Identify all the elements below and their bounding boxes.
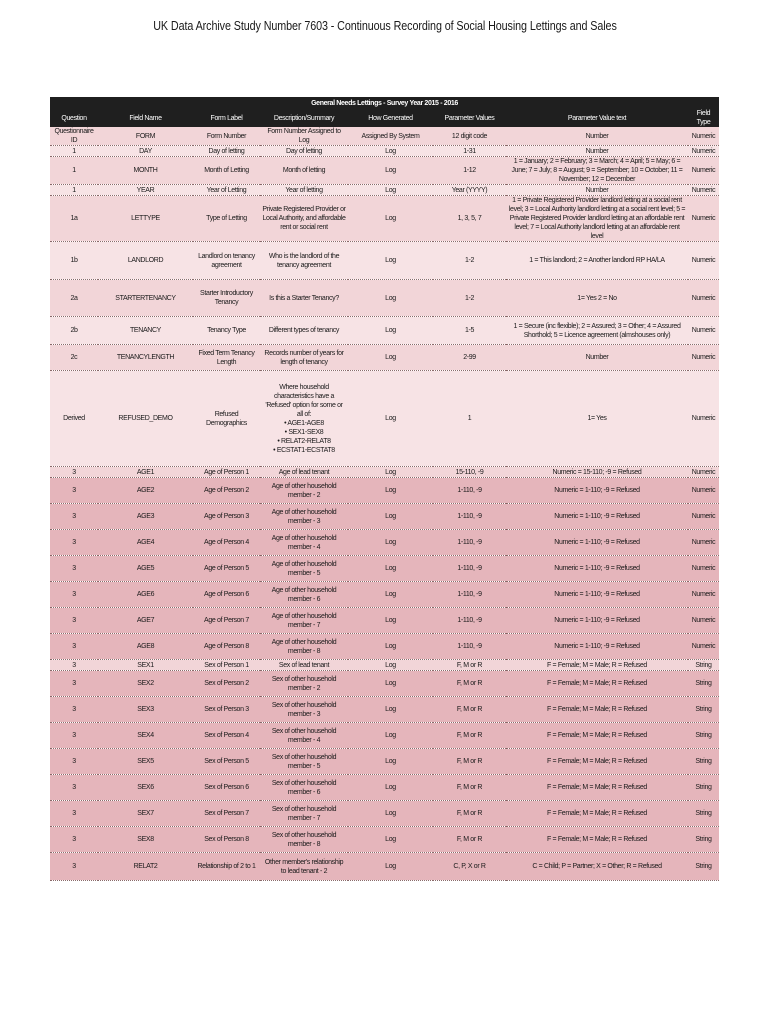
field-name-cell: REFUSED_DEMO	[98, 371, 193, 467]
field-name-cell: AGE1	[98, 467, 193, 478]
parameter-value-text-cell: F = Female; M = Male; R = Refused	[506, 697, 688, 723]
how-generated-cell: Log	[348, 317, 433, 345]
field-type-cell: Numeric	[688, 504, 719, 530]
column-header-parameter-values: Parameter Values	[433, 109, 506, 127]
description-cell: Records number of years for length of tenancy	[260, 345, 348, 371]
how-generated-cell: Log	[348, 634, 433, 660]
parameter-value-text-cell: Numeric = 1-110; -9 = Refused	[506, 504, 688, 530]
description-cell: Sex of other household member - 8	[260, 827, 348, 853]
description-cell: Sex of other household member - 7	[260, 801, 348, 827]
field-name-cell: LETTYPE	[98, 196, 193, 242]
parameter-values-cell: F, M or R	[433, 749, 506, 775]
parameter-value-text-cell: Number	[506, 127, 688, 146]
column-header-field-name: Field Name	[98, 109, 193, 127]
table-row	[50, 371, 719, 467]
field-name-cell: TENANCYLENGTH	[98, 345, 193, 371]
table-row	[50, 196, 719, 242]
description-cell: Age of other household member - 2	[260, 478, 348, 504]
field-type-cell: Numeric	[688, 608, 719, 634]
parameter-value-text-cell: Number	[506, 345, 688, 371]
question-cell: 1a	[50, 196, 98, 242]
parameter-value-text-cell: F = Female; M = Male; R = Refused	[506, 671, 688, 697]
description-cell: Sex of other household member - 3	[260, 697, 348, 723]
how-generated-cell: Log	[348, 242, 433, 280]
table-row	[50, 556, 719, 582]
how-generated-cell: Log	[348, 146, 433, 157]
parameter-value-text-cell: Numeric = 1-110; -9 = Refused	[506, 634, 688, 660]
page-title: UK Data Archive Study Number 7603 - Continuous Recording of Social Housing Lettings and Sales	[153, 19, 617, 33]
parameter-values-cell: 1-2	[433, 280, 506, 317]
parameter-value-text-cell: 1= Yes	[506, 371, 688, 467]
field-name-cell: SEX8	[98, 827, 193, 853]
parameter-value-text-cell: F = Female; M = Male; R = Refused	[506, 749, 688, 775]
description-bullet: • SEX1-SEX8	[284, 428, 324, 436]
how-generated-cell: Log	[348, 801, 433, 827]
question-cell: 1	[50, 146, 98, 157]
column-header-parameter-value-text: Parameter Value text	[506, 109, 688, 127]
question-cell: 3	[50, 467, 98, 478]
table-row	[50, 775, 719, 801]
field-name-cell: AGE6	[98, 582, 193, 608]
field-type-cell: Numeric	[688, 196, 719, 242]
field-type-cell: Numeric	[688, 280, 719, 317]
parameter-values-cell: Year (YYYY)	[433, 185, 506, 196]
table-row	[50, 801, 719, 827]
field-name-cell: SEX7	[98, 801, 193, 827]
table-row	[50, 157, 719, 185]
parameter-values-cell: 2-99	[433, 345, 506, 371]
how-generated-cell: Log	[348, 660, 433, 671]
question-cell: 1	[50, 157, 98, 185]
lettings-table	[50, 97, 719, 881]
field-type-cell: Numeric	[688, 556, 719, 582]
how-generated-cell: Log	[348, 671, 433, 697]
how-generated-cell: Log	[348, 530, 433, 556]
question-cell: 3	[50, 530, 98, 556]
parameter-values-cell: C, P, X or R	[433, 853, 506, 881]
table-row	[50, 671, 719, 697]
description-cell: Different types of tenancy	[260, 317, 348, 345]
description-cell: Age of other household member - 6	[260, 582, 348, 608]
question-cell: 3	[50, 775, 98, 801]
parameter-values-cell: 1-110, -9	[433, 504, 506, 530]
description-cell	[260, 371, 348, 467]
parameter-values-cell: 1, 3, 5, 7	[433, 196, 506, 242]
how-generated-cell: Log	[348, 467, 433, 478]
parameter-value-text-cell: 1 = January; 2 = February; 3 = March; 4 = April; 5 = May; 6 = June; 7 = July; 8 = August; 9 = September; 10 = October; 11 = November; 12 = December	[506, 157, 688, 185]
field-type-cell: String	[688, 723, 719, 749]
form-label-cell: Sex of Person 1	[193, 660, 260, 671]
form-label-cell: Year of Letting	[193, 185, 260, 196]
question-cell: 3	[50, 697, 98, 723]
parameter-value-text-cell: F = Female; M = Male; R = Refused	[506, 723, 688, 749]
parameter-value-text-cell: 1 = Private Registered Provider landlord letting at a social rent level; 3 = Local Authority landlord letting at a social rent level; 5 = Private Registered Provider landlord letting at an affordable rent level; 7 = Local Authority landlord letting at an affordable rent level	[506, 196, 688, 242]
form-label-cell: Age of Person 2	[193, 478, 260, 504]
parameter-value-text-cell: Number	[506, 146, 688, 157]
field-type-cell: Numeric	[688, 146, 719, 157]
table-row	[50, 185, 719, 196]
field-name-cell: SEX1	[98, 660, 193, 671]
parameter-values-cell: 1-12	[433, 157, 506, 185]
description-cell: Sex of lead tenant	[260, 660, 348, 671]
parameter-value-text-cell: 1 = Secure (inc flexible); 2 = Assured; 3 = Other; 4 = Assured Shorthold; 5 = Licence agreement (almshouses only)	[506, 317, 688, 345]
question-cell: 3	[50, 582, 98, 608]
field-type-cell: Numeric	[688, 242, 719, 280]
question-cell: 3	[50, 723, 98, 749]
field-name-cell: AGE5	[98, 556, 193, 582]
form-label-cell: Month of Letting	[193, 157, 260, 185]
table-row	[50, 634, 719, 660]
parameter-value-text-cell: Numeric = 1-110; -9 = Refused	[506, 556, 688, 582]
field-type-cell: String	[688, 749, 719, 775]
field-name-cell: LANDLORD	[98, 242, 193, 280]
parameter-values-cell: 12 digit code	[433, 127, 506, 146]
description-cell: Is this a Starter Tenancy?	[260, 280, 348, 317]
parameter-values-cell: F, M or R	[433, 801, 506, 827]
question-cell: 2c	[50, 345, 98, 371]
parameter-value-text-cell: Numeric = 1-110; -9 = Refused	[506, 530, 688, 556]
table-row	[50, 127, 719, 146]
description-cell: Age of other household member - 5	[260, 556, 348, 582]
how-generated-cell: Log	[348, 749, 433, 775]
form-label-cell: Form Number	[193, 127, 260, 146]
field-type-cell: Numeric	[688, 157, 719, 185]
description-cell: Sex of other household member - 4	[260, 723, 348, 749]
table-row	[50, 280, 719, 317]
form-label-cell: Age of Person 6	[193, 582, 260, 608]
field-name-cell: STARTERTENANCY	[98, 280, 193, 317]
parameter-value-text-cell: F = Female; M = Male; R = Refused	[506, 660, 688, 671]
parameter-value-text-cell: F = Female; M = Male; R = Refused	[506, 827, 688, 853]
description-cell: Private Registered Provider or Local Authority, and affordable rent or social rent	[260, 196, 348, 242]
field-type-cell: String	[688, 827, 719, 853]
column-header-field-type: Field Type	[688, 109, 719, 127]
table-row	[50, 146, 719, 157]
field-name-cell: DAY	[98, 146, 193, 157]
question-cell: 3	[50, 853, 98, 881]
table-row	[50, 467, 719, 478]
parameter-values-cell: 1-110, -9	[433, 634, 506, 660]
description-cell: Day of letting	[260, 146, 348, 157]
table-row	[50, 582, 719, 608]
how-generated-cell: Log	[348, 775, 433, 801]
description-cell: Age of lead tenant	[260, 467, 348, 478]
description-cell: Age of other household member - 4	[260, 530, 348, 556]
form-label-cell: Age of Person 8	[193, 634, 260, 660]
form-label-cell: Tenancy Type	[193, 317, 260, 345]
field-name-cell: YEAR	[98, 185, 193, 196]
field-type-cell: Numeric	[688, 371, 719, 467]
form-label-cell: Landlord on tenancy agreement	[193, 242, 260, 280]
table-body	[50, 127, 719, 881]
table-row	[50, 660, 719, 671]
field-name-cell: AGE7	[98, 608, 193, 634]
field-type-cell: Numeric	[688, 582, 719, 608]
how-generated-cell: Log	[348, 280, 433, 317]
column-header-description: Description/Summary	[260, 109, 348, 127]
parameter-value-text-cell: F = Female; M = Male; R = Refused	[506, 775, 688, 801]
form-label-cell: Sex of Person 5	[193, 749, 260, 775]
form-label-cell: Age of Person 4	[193, 530, 260, 556]
column-header-form-label: Form Label	[193, 109, 260, 127]
parameter-values-cell: 1-5	[433, 317, 506, 345]
how-generated-cell: Log	[348, 345, 433, 371]
how-generated-cell: Log	[348, 504, 433, 530]
question-cell: 1b	[50, 242, 98, 280]
description-cell: Sex of other household member - 5	[260, 749, 348, 775]
field-type-cell: String	[688, 660, 719, 671]
question-cell: 3	[50, 556, 98, 582]
parameter-value-text-cell: Numeric = 1-110; -9 = Refused	[506, 582, 688, 608]
form-label-cell: Sex of Person 7	[193, 801, 260, 827]
field-name-cell: SEX4	[98, 723, 193, 749]
how-generated-cell: Log	[348, 157, 433, 185]
field-name-cell: AGE2	[98, 478, 193, 504]
field-name-cell: SEX3	[98, 697, 193, 723]
parameter-values-cell: 1-110, -9	[433, 582, 506, 608]
parameter-values-cell: 1-110, -9	[433, 556, 506, 582]
table-row	[50, 345, 719, 371]
field-name-cell: RELAT2	[98, 853, 193, 881]
description-bullet: • RELAT2-RELAT8	[277, 437, 331, 445]
field-type-cell: Numeric	[688, 634, 719, 660]
form-label-cell: Type of Letting	[193, 196, 260, 242]
question-cell: 3	[50, 749, 98, 775]
table-row	[50, 504, 719, 530]
description-bullet: • AGE1-AGE8	[284, 419, 324, 427]
how-generated-cell: Log	[348, 853, 433, 881]
question-cell: 2a	[50, 280, 98, 317]
description-cell: Age of other household member - 8	[260, 634, 348, 660]
description-cell: Month of letting	[260, 157, 348, 185]
form-label-cell: Refused Demographics	[193, 371, 260, 467]
field-type-cell: String	[688, 775, 719, 801]
table-row	[50, 723, 719, 749]
parameter-values-cell: F, M or R	[433, 827, 506, 853]
parameter-value-text-cell: C = Child; P = Partner; X = Other; R = Refused	[506, 853, 688, 881]
question-cell: 3	[50, 608, 98, 634]
field-name-cell: SEX2	[98, 671, 193, 697]
field-type-cell: String	[688, 697, 719, 723]
parameter-values-cell: 1	[433, 371, 506, 467]
form-label-cell: Relationship of 2 to 1	[193, 853, 260, 881]
table-row	[50, 697, 719, 723]
parameter-values-cell: F, M or R	[433, 723, 506, 749]
description-cell: Who is the landlord of the tenancy agreement	[260, 242, 348, 280]
question-cell: 3	[50, 478, 98, 504]
parameter-values-cell: 1-110, -9	[433, 608, 506, 634]
description-cell: Year of letting	[260, 185, 348, 196]
field-name-cell: AGE3	[98, 504, 193, 530]
table-row	[50, 749, 719, 775]
table-row	[50, 242, 719, 280]
question-cell: Derived	[50, 371, 98, 467]
parameter-value-text-cell: Number	[506, 185, 688, 196]
field-type-cell: Numeric	[688, 467, 719, 478]
question-cell: 3	[50, 827, 98, 853]
how-generated-cell: Log	[348, 827, 433, 853]
how-generated-cell: Log	[348, 556, 433, 582]
parameter-value-text-cell: 1= Yes 2 = No	[506, 280, 688, 317]
question-cell: 2b	[50, 317, 98, 345]
description-bullet: • ECSTAT1-ECSTAT8	[273, 446, 335, 454]
field-type-cell: Numeric	[688, 345, 719, 371]
field-type-cell: Numeric	[688, 317, 719, 345]
question-cell: 3	[50, 634, 98, 660]
description-cell: Age of other household member - 3	[260, 504, 348, 530]
field-type-cell: Numeric	[688, 530, 719, 556]
form-label-cell: Age of Person 5	[193, 556, 260, 582]
table-row	[50, 317, 719, 345]
form-label-cell: Age of Person 7	[193, 608, 260, 634]
field-type-cell: String	[688, 801, 719, 827]
form-label-cell: Age of Person 3	[193, 504, 260, 530]
column-header-question: Question	[50, 109, 98, 127]
question-cell: 3	[50, 801, 98, 827]
field-name-cell: SEX5	[98, 749, 193, 775]
how-generated-cell: Assigned By System	[348, 127, 433, 146]
how-generated-cell: Log	[348, 608, 433, 634]
section-title: General Needs Lettings - Survey Year 2015 - 2016	[50, 97, 719, 109]
column-header-how-generated: How Generated	[348, 109, 433, 127]
description-cell: Sex of other household member - 2	[260, 671, 348, 697]
table-row	[50, 827, 719, 853]
field-name-cell: FORM	[98, 127, 193, 146]
field-type-cell: Numeric	[688, 185, 719, 196]
parameter-values-cell: 1-2	[433, 242, 506, 280]
parameter-values-cell: F, M or R	[433, 697, 506, 723]
question-cell: 3	[50, 671, 98, 697]
parameter-values-cell: 1-110, -9	[433, 478, 506, 504]
parameter-values-cell: F, M or R	[433, 660, 506, 671]
parameter-values-cell: F, M or R	[433, 775, 506, 801]
parameter-value-text-cell: F = Female; M = Male; R = Refused	[506, 801, 688, 827]
how-generated-cell: Log	[348, 582, 433, 608]
field-type-cell: Numeric	[688, 478, 719, 504]
how-generated-cell: Log	[348, 185, 433, 196]
table-row	[50, 530, 719, 556]
parameter-value-text-cell: Numeric = 15-110; -9 = Refused	[506, 467, 688, 478]
parameter-value-text-cell: 1 = This landlord; 2 = Another landlord RP HA/LA	[506, 242, 688, 280]
parameter-values-cell: 1-110, -9	[433, 530, 506, 556]
question-cell: 3	[50, 504, 98, 530]
form-label-cell: Sex of Person 4	[193, 723, 260, 749]
question-cell: 1	[50, 185, 98, 196]
form-label-cell: Day of letting	[193, 146, 260, 157]
table-row	[50, 478, 719, 504]
field-name-cell: AGE4	[98, 530, 193, 556]
table-row	[50, 608, 719, 634]
field-name-cell: TENANCY	[98, 317, 193, 345]
question-cell: Questionnaire ID	[50, 127, 98, 146]
how-generated-cell: Log	[348, 697, 433, 723]
form-label-cell: Sex of Person 6	[193, 775, 260, 801]
how-generated-cell: Log	[348, 196, 433, 242]
field-name-cell: SEX6	[98, 775, 193, 801]
form-label-cell: Sex of Person 2	[193, 671, 260, 697]
how-generated-cell: Log	[348, 478, 433, 504]
description-cell: Age of other household member - 7	[260, 608, 348, 634]
description-cell: Other member's relationship to lead tenant - 2	[260, 853, 348, 881]
description-cell: Form Number Assigned to Log	[260, 127, 348, 146]
how-generated-cell: Log	[348, 371, 433, 467]
parameter-values-cell: 15-110, -9	[433, 467, 506, 478]
parameter-value-text-cell: Numeric = 1-110; -9 = Refused	[506, 478, 688, 504]
field-type-cell: String	[688, 671, 719, 697]
form-label-cell: Sex of Person 3	[193, 697, 260, 723]
parameter-value-text-cell: Numeric = 1-110; -9 = Refused	[506, 608, 688, 634]
description-cell: Sex of other household member - 6	[260, 775, 348, 801]
form-label-cell: Age of Person 1	[193, 467, 260, 478]
parameter-values-cell: 1-31	[433, 146, 506, 157]
field-name-cell: MONTH	[98, 157, 193, 185]
question-cell: 3	[50, 660, 98, 671]
how-generated-cell: Log	[348, 723, 433, 749]
table-row	[50, 853, 719, 881]
field-name-cell: AGE8	[98, 634, 193, 660]
field-type-cell: Numeric	[688, 127, 719, 146]
form-label-cell: Fixed Term Tenancy Length	[193, 345, 260, 371]
description-text: Where household characteristics have a 'Refused' option for some or all of:	[265, 383, 343, 418]
form-label-cell: Sex of Person 8	[193, 827, 260, 853]
form-label-cell: Starter Introductory Tenancy	[193, 280, 260, 317]
parameter-values-cell: F, M or R	[433, 671, 506, 697]
field-type-cell: String	[688, 853, 719, 881]
